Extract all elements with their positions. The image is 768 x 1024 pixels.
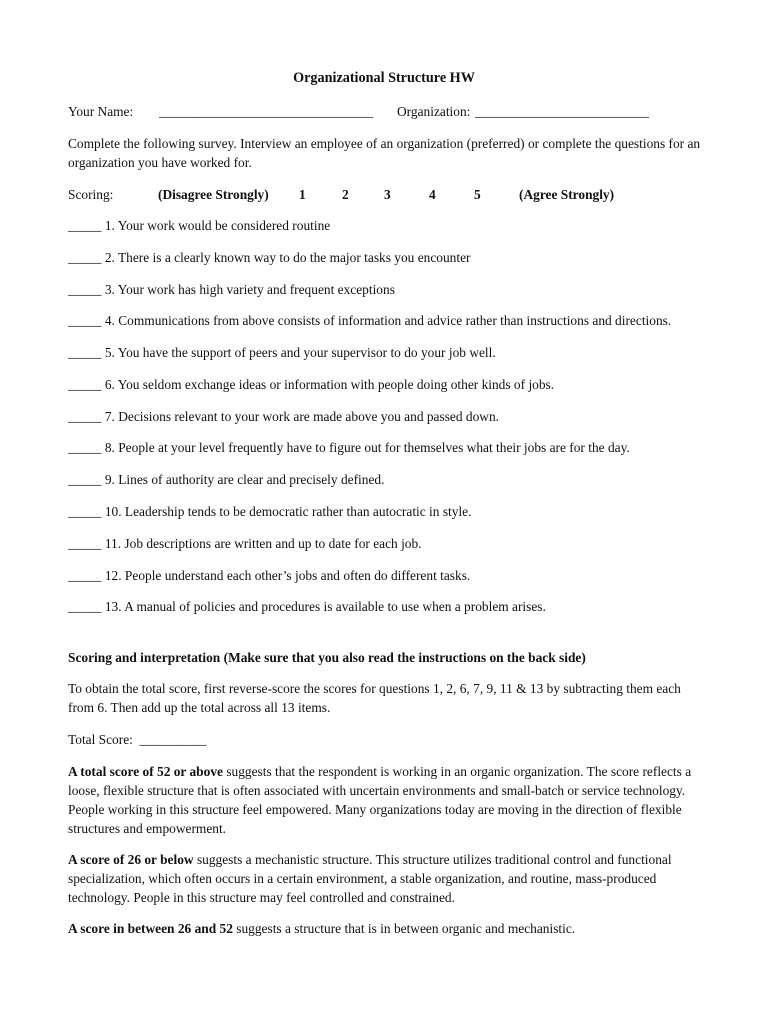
question-row xyxy=(68,597,546,616)
scoring-label: Scoring: xyxy=(68,187,114,202)
answer-blank[interactable]: _____ xyxy=(68,345,102,360)
answer-blank[interactable]: _____ xyxy=(68,504,102,519)
question-text: 12. People understand each other’s jobs and often do different tasks. xyxy=(104,568,471,583)
name-label: Your Name: xyxy=(68,104,134,119)
name-field[interactable]: ________________________________ xyxy=(159,104,374,119)
scale-point-4: 4 xyxy=(429,187,436,202)
question-row xyxy=(68,280,395,299)
between-paragraph xyxy=(68,919,708,938)
organic-paragraph xyxy=(68,762,708,838)
answer-blank[interactable]: _____ xyxy=(68,536,102,551)
question-text: 6. You seldom exchange ideas or information with people doing other kinds of jobs. xyxy=(104,377,555,392)
question-text: 11. Job descriptions are written and up to date for each job. xyxy=(104,536,422,551)
organic-description: suggests that the respondent is working in an organic organization. The score reflects a loose, flexible structure that is often associated with uncertain environments and small-batch or service technology. People working in this structure feel empowered. Many organizations today are moving in the direction of flexible structures and empowerment. xyxy=(68,764,692,836)
scale-point-3: 3 xyxy=(384,187,391,202)
question-text: 5. You have the support of peers and your supervisor to do your job well. xyxy=(104,345,496,360)
answer-blank[interactable]: _____ xyxy=(68,440,102,455)
scale-high-anchor: (Agree Strongly) xyxy=(519,187,615,202)
scale-point-2: 2 xyxy=(342,187,349,202)
scale-point-5: 5 xyxy=(474,187,481,202)
question-text: 2. There is a clearly known way to do the major tasks you encounter xyxy=(104,250,471,265)
answer-blank[interactable]: _____ xyxy=(68,472,102,487)
question-row xyxy=(68,470,384,489)
answer-blank[interactable]: _____ xyxy=(68,250,102,265)
reverse-score-instructions: To obtain the total score, first reverse-score the scores for questions 1, 2, 6, 7, 9, 11 & 13 by subtracting them each from 6. Then add up the total across all 13 items. xyxy=(68,681,681,715)
answer-blank[interactable]: _____ xyxy=(68,218,102,233)
question-row xyxy=(68,375,554,394)
answer-blank[interactable]: _____ xyxy=(68,568,102,583)
organization-label: Organization: xyxy=(397,104,471,119)
answer-blank[interactable]: _____ xyxy=(68,377,102,392)
total-score-field[interactable]: __________ xyxy=(139,732,207,747)
instructions: Complete the following survey. Interview an employee of an organization (preferred) or complete the questions for an organization you have worked for. xyxy=(68,136,701,170)
question-row xyxy=(68,248,471,267)
between-description: suggests a structure that is in between organic and mechanistic. xyxy=(232,921,576,936)
question-text: 7. Decisions relevant to your work are made above you and passed down. xyxy=(104,409,500,424)
scale-point-1: 1 xyxy=(299,187,306,202)
total-score-label: Total Score: xyxy=(68,732,133,747)
interpretation-heading: Scoring and interpretation (Make sure that you also read the instructions on the back side) xyxy=(68,650,586,665)
mechanistic-threshold: A score of 26 or below xyxy=(68,852,194,867)
question-text: 8. People at your level frequently have to figure out for themselves what their jobs are for the day. xyxy=(104,440,630,455)
question-row xyxy=(68,343,496,362)
scale-low-anchor: (Disagree Strongly) xyxy=(158,187,269,202)
question-row xyxy=(68,438,630,457)
question-row xyxy=(68,311,671,330)
question-row xyxy=(68,216,330,235)
organic-threshold: A total score of 52 or above xyxy=(68,764,223,779)
question-text: 4. Communications from above consists of information and advice rather than instructions and directions. xyxy=(104,313,672,328)
question-text: 10. Leadership tends to be democratic rather than autocratic in style. xyxy=(104,504,472,519)
question-text: 1. Your work would be considered routine xyxy=(104,218,331,233)
answer-blank[interactable]: _____ xyxy=(68,599,102,614)
mechanistic-paragraph xyxy=(68,850,708,907)
answer-blank[interactable]: _____ xyxy=(68,313,102,328)
mechanistic-description: suggests a mechanistic structure. This structure utilizes traditional control and functional specialization, which often occurs in a certain environment, a stable organization, and routine, mass-produced technology. People in this structure may feel controlled and constrained. xyxy=(68,852,672,905)
question-row xyxy=(68,502,471,521)
answer-blank[interactable]: _____ xyxy=(68,282,102,297)
between-threshold: A score in between 26 and 52 xyxy=(68,921,233,936)
question-row xyxy=(68,534,422,553)
question-row xyxy=(68,566,470,585)
question-text: 9. Lines of authority are clear and precisely defined. xyxy=(104,472,385,487)
answer-blank[interactable]: _____ xyxy=(68,409,102,424)
total-score-row xyxy=(68,730,207,749)
question-row xyxy=(68,407,499,426)
question-text: 3. Your work has high variety and frequent exceptions xyxy=(104,282,395,297)
question-text: 13. A manual of policies and procedures is available to use when a problem arises. xyxy=(104,599,546,614)
page-title: Organizational Structure HW xyxy=(293,70,475,86)
organization-field[interactable]: __________________________ xyxy=(475,104,650,119)
